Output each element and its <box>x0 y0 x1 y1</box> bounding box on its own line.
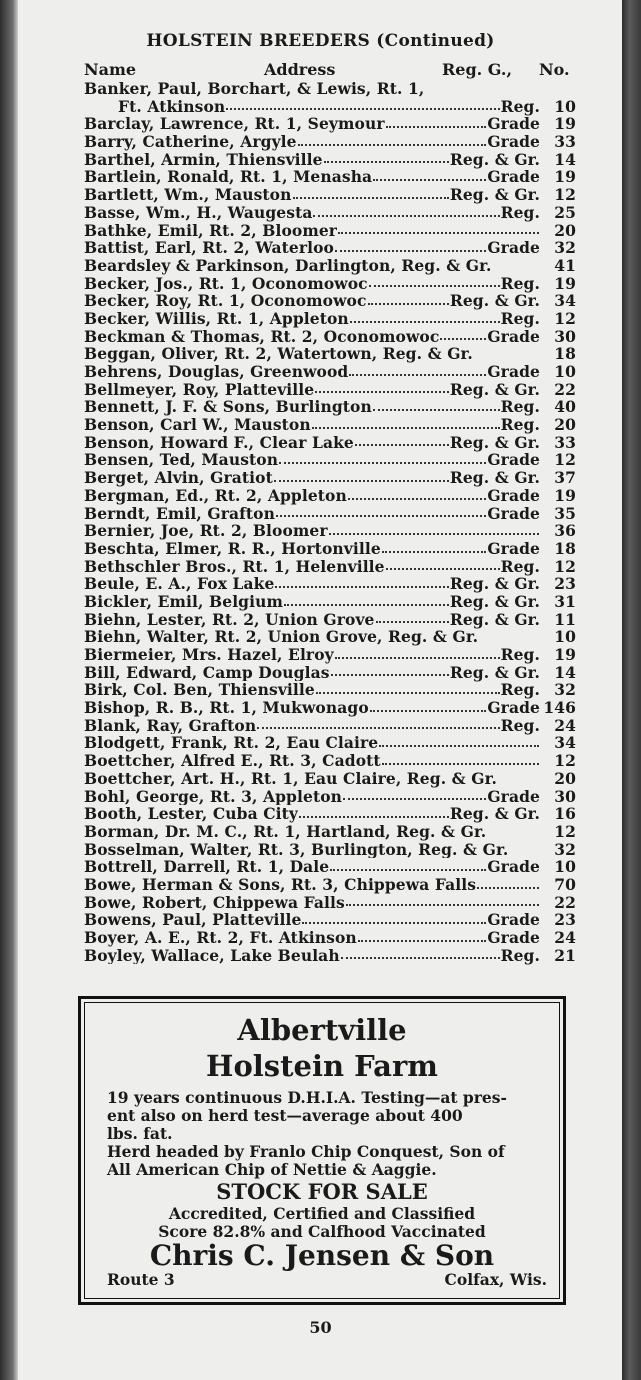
breeder-count: 12 <box>554 308 576 328</box>
page-left-edge <box>0 0 18 1380</box>
list-item <box>84 788 576 806</box>
leader-dots <box>368 302 449 305</box>
list-item <box>84 451 576 469</box>
breeder-type: Reg. <box>500 96 540 116</box>
list-item <box>84 575 576 593</box>
breeder-name: Booth, Lester, Cuba City <box>84 805 299 823</box>
breeder-type: Grade <box>487 132 540 152</box>
leader-dots <box>474 357 539 358</box>
leader-dots <box>370 709 487 712</box>
breeder-name: Borman, Dr. M. C., Rt. 1, Hartland, Reg. & Gr. <box>84 822 487 841</box>
list-item <box>84 699 576 717</box>
list-item <box>84 416 576 434</box>
list-item <box>84 98 576 116</box>
breeder-count: 30 <box>554 326 576 346</box>
breeder-name: Birk, Col. Ben, Thiensville <box>84 681 315 700</box>
breeder-type: Grade <box>487 362 540 381</box>
list-item <box>84 257 576 275</box>
breeder-name: Blodgett, Frank, Rt. 2, Eau Claire <box>84 734 379 753</box>
breeder-count: 36 <box>554 521 576 541</box>
breeder-type: Reg. <box>500 415 540 435</box>
leader-dots <box>382 762 539 765</box>
list-item <box>84 168 576 186</box>
column-headers <box>84 60 572 80</box>
breeder-name: Beule, E. A., Fox Lake <box>84 575 275 593</box>
leader-dots <box>274 479 449 482</box>
breeder-type: Grade <box>487 857 540 877</box>
list-item <box>84 911 576 929</box>
breeder-name: Bernier, Joe, Rt. 2, Bloomer <box>84 522 328 540</box>
leader-dots <box>346 903 539 906</box>
leader-dots <box>284 603 449 606</box>
breeder-name: Becker, Willis, Rt. 1, Appleton <box>84 309 349 328</box>
list-item <box>84 770 576 788</box>
list-item <box>84 805 576 823</box>
leader-dots <box>509 852 539 853</box>
breeder-count: 32 <box>554 839 576 859</box>
list-item <box>84 717 576 735</box>
breeder-count: 33 <box>554 132 576 152</box>
breeder-type: Grade <box>487 167 540 187</box>
breeder-name: Bennett, J. F. & Sons, Burlington <box>84 398 372 417</box>
list-item <box>84 434 576 452</box>
breeder-count: 20 <box>554 220 576 240</box>
list-item <box>84 540 576 558</box>
ad-title-line-2: Holstein Farm <box>206 1049 438 1083</box>
leader-dots <box>257 726 499 729</box>
breeder-name: Barthel, Armin, Thiensville <box>84 150 323 169</box>
breeder-count: 32 <box>554 680 576 700</box>
list-item <box>84 151 576 169</box>
breeder-type: Grade <box>487 238 540 258</box>
breeder-name: Biermeier, Mrs. Hazel, Elroy <box>84 646 334 664</box>
breeder-type: Reg. <box>500 945 540 965</box>
breeder-type: Reg. <box>500 645 540 664</box>
breeder-count: 146 <box>543 698 576 718</box>
leader-dots <box>313 214 499 217</box>
breeder-count: 32 <box>554 238 576 258</box>
list-item <box>84 381 576 399</box>
breeder-count: 20 <box>554 768 576 788</box>
breeder-count: 12 <box>554 185 576 205</box>
leader-dots <box>316 691 500 694</box>
leader-dots <box>355 443 449 446</box>
breeder-name: Bellmeyer, Roy, Platteville <box>84 380 315 399</box>
breeder-name: Bottrell, Darrell, Rt. 1, Dale <box>84 858 330 876</box>
leader-dots <box>477 886 539 889</box>
breeder-type: Reg. <box>500 273 540 293</box>
list-item <box>84 222 576 240</box>
leader-dots <box>276 514 486 517</box>
leader-dots <box>335 249 486 252</box>
breeder-count: 37 <box>554 468 576 488</box>
leader-dots <box>302 921 486 924</box>
breeder-type: Reg. & Gr. <box>449 609 540 629</box>
breeder-count: 18 <box>554 344 576 364</box>
ad-route: Route 3 <box>107 1270 175 1289</box>
leader-dots <box>349 373 486 376</box>
breeder-name: Bethschler Bros., Rt. 1, Helenville <box>84 557 385 576</box>
list-item <box>84 558 576 576</box>
breeder-type: Grade <box>487 538 540 558</box>
breeder-name: Boettcher, Alfred E., Rt. 3, Cadott <box>84 752 381 770</box>
leader-dots <box>379 744 539 747</box>
breeder-count: 25 <box>554 202 576 222</box>
leader-dots <box>386 125 487 128</box>
breeder-name: Bartlett, Wm., Mauston <box>84 186 292 204</box>
breeder-count: 19 <box>554 273 576 293</box>
breeder-type: Grade <box>487 485 540 505</box>
breeder-name: Barclay, Lawrence, Rt. 1, Seymour <box>84 115 385 134</box>
breeder-name: Biehn, Walter, Rt. 2, Union Grove, Reg. & Gr. <box>84 628 479 646</box>
breeder-count: 12 <box>554 556 576 576</box>
leader-dots <box>329 532 539 535</box>
breeder-count: 20 <box>554 415 576 435</box>
breeder-count: 11 <box>554 609 576 629</box>
breeder-type: Reg. <box>500 715 540 735</box>
list-item <box>84 328 576 346</box>
leader-dots <box>425 92 539 93</box>
breeder-name: Boyley, Wallace, Lake Beulah <box>84 946 340 965</box>
ad-title-line-1: Albertville <box>237 1013 407 1047</box>
leader-dots <box>226 107 499 110</box>
breeder-name: Bartlein, Ronald, Rt. 1, Menasha <box>84 168 373 187</box>
breeder-name: Bowe, Robert, Chippewa Falls <box>84 893 345 912</box>
breeder-name: Berndt, Emil, Grafton <box>84 504 275 523</box>
list-item <box>84 487 576 505</box>
ad-text-line: Herd headed by Franlo Chip Conquest, Son of <box>107 1142 505 1161</box>
breeder-name: Beckman & Thomas, Rt. 2, Oconomowoc <box>84 327 440 346</box>
breeder-type: Grade <box>487 928 540 947</box>
list-item <box>84 894 576 912</box>
leader-dots <box>335 656 500 659</box>
breeder-type: Reg. <box>500 202 540 222</box>
leader-dots <box>376 620 449 623</box>
breeder-type: Reg. & Gr. <box>449 804 540 824</box>
list-item <box>84 858 576 876</box>
breeder-count: 19 <box>554 485 576 505</box>
leader-dots <box>487 835 539 836</box>
ad-text-line: lbs. fat. <box>107 1124 173 1143</box>
breeder-count: 21 <box>554 945 576 965</box>
breeder-type: Reg. & Gr. <box>449 468 540 488</box>
list-item <box>84 593 576 611</box>
leader-dots <box>299 815 449 818</box>
breeder-count: 34 <box>554 291 576 311</box>
leader-dots <box>330 868 486 871</box>
breeder-type: Reg. <box>500 308 540 328</box>
breeder-name: Bathke, Emil, Rt. 2, Bloomer <box>84 221 338 240</box>
list-item <box>84 292 576 310</box>
breeder-name: Boettcher, Art. H., Rt. 1, Eau Claire, Reg. & Gr. <box>84 769 497 788</box>
ad-stock-for-sale: STOCK FOR SALE <box>216 1179 428 1204</box>
breeder-name: Bosselman, Walter, Rt. 3, Burlington, Reg. & Gr. <box>84 840 509 859</box>
page-title: HOLSTEIN BREEDERS (Continued) <box>146 31 495 51</box>
breeder-name: Becker, Roy, Rt. 1, Oconomowoc <box>84 292 367 310</box>
breeder-name: Bill, Edward, Camp Douglas <box>84 663 330 682</box>
breeder-type: Grade <box>487 786 540 806</box>
advertisement <box>78 996 566 1305</box>
breeder-name: Bowe, Herman & Sons, Rt. 3, Chippewa Falls <box>84 875 477 894</box>
breeder-name: Bohl, George, Rt. 3, Appleton <box>84 787 343 806</box>
list-item <box>84 275 576 293</box>
ad-owner: Chris C. Jensen & Son <box>149 1239 495 1272</box>
breeder-name: Benson, Carl W., Mauston <box>84 416 311 434</box>
breeder-count: 34 <box>554 733 576 753</box>
breeder-type: Reg. <box>500 397 540 417</box>
breeder-name: Banker, Paul, Borchart, & Lewis, Rt. 1, <box>84 80 425 98</box>
leader-dots <box>279 461 486 464</box>
breeder-type: Grade <box>487 450 540 470</box>
list-item <box>84 611 576 629</box>
breeder-count: 31 <box>554 591 576 611</box>
breeder-count: 24 <box>554 715 576 735</box>
breeder-type: Reg. & Gr. <box>449 185 540 205</box>
leader-dots <box>373 178 486 181</box>
leader-dots <box>373 408 500 411</box>
leader-dots <box>331 673 449 676</box>
breeder-name: Barry, Catherine, Argyle <box>84 133 297 151</box>
leader-dots <box>315 390 449 393</box>
breeder-count: 24 <box>554 928 576 947</box>
breeder-name: Boyer, A. E., Rt. 2, Ft. Atkinson <box>84 929 357 947</box>
leader-dots <box>275 585 448 588</box>
list-item <box>84 664 576 682</box>
list-item <box>84 646 576 664</box>
leader-dots <box>382 550 487 553</box>
ad-town: Colfax, Wis. <box>444 1270 547 1289</box>
list-item <box>84 115 576 133</box>
breeder-name: Behrens, Douglas, Greenwood <box>84 363 349 381</box>
breeder-name: Becker, Jos., Rt. 1, Oconomowoc <box>84 274 368 293</box>
breeder-count: 23 <box>554 574 576 594</box>
leader-dots <box>343 797 486 800</box>
breeder-type: Reg. & Gr. <box>449 291 540 311</box>
list-item <box>84 204 576 222</box>
breeder-name: Bergman, Ed., Rt. 2, Appleton <box>84 486 347 505</box>
ad-text-line: All American Chip of Nettie & Aaggie. <box>107 1160 437 1179</box>
list-item <box>84 505 576 523</box>
breeder-count: 30 <box>554 786 576 806</box>
breeder-count: 10 <box>554 362 576 381</box>
breeder-count: 10 <box>554 857 576 877</box>
breeder-name: Basse, Wm., H., Waugesta <box>84 203 313 222</box>
breeder-count: 33 <box>554 432 576 452</box>
advertisement-inner-border <box>84 1002 560 1299</box>
breeder-count: 14 <box>554 149 576 169</box>
list-item <box>84 469 576 487</box>
leader-dots <box>312 426 500 429</box>
breeder-name: Ft. Atkinson <box>118 97 226 116</box>
ad-text-line: ent also on herd test—average about 400 <box>107 1106 463 1125</box>
leader-dots <box>498 782 539 783</box>
breeder-count: 19 <box>554 167 576 187</box>
ad-testing-paragraph <box>107 1089 547 1179</box>
breeder-count: 10 <box>554 96 576 116</box>
page-number: 50 <box>309 1318 332 1337</box>
breeder-type: Reg. & Gr. <box>449 379 540 399</box>
breeder-count: 18 <box>554 538 576 558</box>
breeder-count: 23 <box>554 910 576 930</box>
list-item <box>84 522 576 540</box>
page-right-edge <box>622 0 641 1380</box>
leader-dots <box>341 956 500 959</box>
breeder-count: 19 <box>554 114 576 134</box>
ad-text-line: 19 years continuous D.H.I.A. Testing—at pres- <box>107 1088 507 1107</box>
breeder-name: Bickler, Emil, Belgium <box>84 592 283 611</box>
breeder-name: Bensen, Ted, Mauston <box>84 451 279 470</box>
breeder-name: Bowens, Paul, Platteville <box>84 911 302 929</box>
breeder-name: Biehn, Lester, Rt. 2, Union Grove <box>84 610 375 629</box>
breeder-count: 22 <box>554 892 576 912</box>
breeder-count: 12 <box>554 821 576 841</box>
list-item <box>84 398 576 416</box>
leader-dots <box>350 320 500 323</box>
breeder-type: Reg. & Gr. <box>449 574 540 594</box>
list-item <box>84 752 576 770</box>
leader-dots <box>440 337 486 340</box>
leader-dots <box>338 231 539 234</box>
column-header-type: Reg. G., <box>442 60 513 79</box>
leader-dots <box>324 160 449 163</box>
list-item <box>84 929 576 947</box>
breeder-type: Grade <box>487 114 540 134</box>
breeder-count: 70 <box>554 874 576 894</box>
breeder-type: Reg. <box>500 680 540 700</box>
leader-dots <box>358 939 487 942</box>
list-item <box>84 628 576 646</box>
breeder-count: 19 <box>554 645 576 664</box>
column-header-address: Address <box>264 60 336 79</box>
list-item <box>84 947 576 965</box>
breeder-name: Beardsley & Parkinson, Darlington, Reg. & Gr. <box>84 256 492 275</box>
breeder-type: Reg. & Gr. <box>449 591 540 611</box>
breeder-type: Grade <box>487 910 540 930</box>
leader-dots <box>386 567 500 570</box>
column-header-name: Name <box>84 60 137 79</box>
leader-dots <box>348 497 487 500</box>
list-item <box>84 841 576 859</box>
ad-score: Score 82.8% and Calfhood Vaccinated <box>158 1222 486 1241</box>
breeder-count: 40 <box>554 397 576 417</box>
breeder-count: 35 <box>554 503 576 523</box>
list-item <box>84 345 576 363</box>
list-item <box>84 363 576 381</box>
breeder-name: Blank, Ray, Grafton <box>84 716 257 735</box>
leader-dots <box>369 284 500 287</box>
leader-dots <box>479 640 539 641</box>
breeder-type: Grade <box>487 326 540 346</box>
ad-accredited: Accredited, Certified and Classified <box>168 1204 476 1223</box>
breeder-count: 12 <box>554 450 576 470</box>
list-item <box>84 734 576 752</box>
breeder-type: Reg. & Gr. <box>449 432 540 452</box>
breeder-type: Grade <box>487 503 540 523</box>
breeder-name: Berget, Alvin, Gratiot <box>84 469 273 487</box>
breeder-type: Reg. & Gr. <box>449 149 540 169</box>
breeder-count: 14 <box>554 662 576 682</box>
list-item <box>84 681 576 699</box>
breeder-count: 12 <box>554 751 576 771</box>
leader-dots <box>493 269 540 270</box>
list-item <box>84 823 576 841</box>
breeder-count: 22 <box>554 379 576 399</box>
breeder-type: Reg. & Gr. <box>449 662 540 682</box>
breeder-list <box>84 80 576 964</box>
breeder-name: Battist, Earl, Rt. 2, Waterloo <box>84 239 335 257</box>
list-item <box>84 876 576 894</box>
breeder-count: 10 <box>554 627 576 647</box>
ad-footer <box>107 1270 547 1289</box>
list-item <box>84 133 576 151</box>
list-item <box>84 310 576 328</box>
breeder-name: Bishop, R. B., Rt. 1, Mukwonago <box>84 699 369 717</box>
column-header-number: No. <box>539 60 570 79</box>
breeder-type: Reg. <box>500 556 540 576</box>
breeder-name: Benson, Howard F., Clear Lake <box>84 433 354 452</box>
breeder-type: Grade <box>487 698 540 718</box>
list-item <box>84 239 576 257</box>
breeder-count: 16 <box>554 804 576 824</box>
breeder-name: Beggan, Oliver, Rt. 2, Watertown, Reg. & Gr. <box>84 345 473 363</box>
breeder-name: Beschta, Elmer, R. R., Hortonville <box>84 539 381 558</box>
leader-dots <box>293 196 449 199</box>
list-item <box>84 186 576 204</box>
leader-dots <box>298 143 487 146</box>
list-item <box>84 80 576 98</box>
breeder-count: 41 <box>554 255 576 275</box>
